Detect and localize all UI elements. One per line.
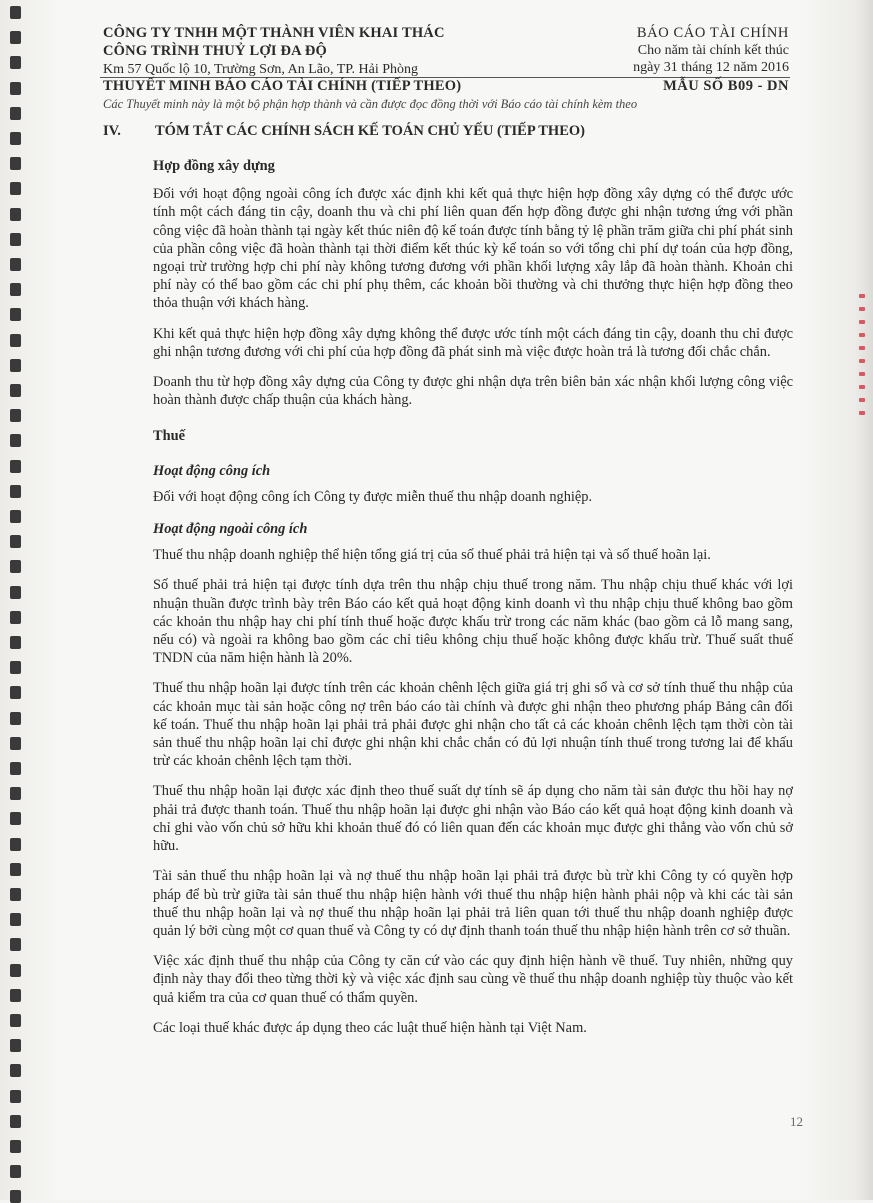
construction-paragraph-3: Doanh thu từ hợp đồng xây dựng của Công ty được ghi nhận dựa trên biên bản xác nhận khối lượng công việc hoàn thành được chấp thuận của khách hàng. [153, 374, 793, 409]
binding-hole [10, 989, 21, 1002]
company-name-line2: CÔNG TRÌNH THUỶ LỢI ĐA ĐỘ [103, 43, 328, 59]
page-edge-shadow [855, 0, 873, 1200]
notes-title: THUYẾT MINH BÁO CÁO TÀI CHÍNH (TIẾP THEO) [103, 78, 462, 94]
binding-hole [10, 812, 21, 825]
binding-hole [10, 1064, 21, 1077]
section-title: TÓM TẮT CÁC CHÍNH SÁCH KẾ TOÁN CHỦ YẾU (TIẾP THEO) [155, 123, 585, 139]
binding-hole [10, 586, 21, 599]
binding-hole [10, 712, 21, 725]
tax-paragraph-6: Việc xác định thuế thu nhập của Công ty căn cứ vào các quy định hiện hành về thuế. Tuy nhiên, những quy định này thay đổi theo từng thời kỳ và việc xác định sau cùng về thuế thu nhập doanh nghiệp tùy thuộc vào kết quả kiểm tra của cơ quan thuế có thẩm quyền. [153, 953, 793, 1006]
public-activity-heading: Hoạt động công ích [153, 462, 271, 479]
company-header [103, 24, 573, 78]
tax-paragraph-5: Tài sản thuế thu nhập hoãn lại và nợ thuế thu nhập hoãn lại phải trả được bù trừ khi Công ty có quyền hợp pháp để bù trừ giữa tài sản thuế thu nhập hiện hành với thuế thu nhập hiện hành phải nộp và khi các tài sản thuế thu nhập hoãn lại và nợ thuế thu nhập hoãn lại phải trả liên quan tới thuế thu nhập doanh nghiệp được quản lý bởi cùng một cơ quan thuế và Công ty có dự định thanh toán thuế thu nhập hiện hành trên cơ sở thuần. [153, 868, 793, 939]
binding-hole [10, 938, 21, 951]
public-activity-paragraph: Đối với hoạt động công ích Công ty được miễn thuế thu nhập doanh nghiệp. [153, 488, 593, 505]
section-heading [103, 123, 585, 140]
binding-hole [10, 384, 21, 397]
tax-paragraph-2: Số thuế phải trả hiện tại được tính dựa trên thu nhập chịu thuế trong năm. Thu nhập chịu thuế khác với lợi nhuận thuần được trình bày trên Báo cáo kết quả hoạt động kinh doanh vì thu nhập chịu thuế không bao gồm các khoản thu nhập hay chi phí tính thuế hoặc được khấu trừ trong các năm khác (bao gồm cả lỗ mang sang, nếu có) và ngoài ra không bao gồm các chỉ tiêu không chịu thuế hoặc không được khấu trừ. Thuế suất thuế TNDN của năm hiện hành là 20%. [153, 577, 793, 667]
binding-hole [10, 6, 21, 19]
tax-paragraph-7: Các loại thuế khác được áp dụng theo các luật thuế hiện hành tại Việt Nam. [153, 1019, 587, 1036]
construction-paragraph-1: Đối với hoạt động ngoài công ích được xác định khi kết quả thực hiện hợp đồng xây dựng có thể được ước tính một cách đáng tin cậy, doanh thu và chi phí liên quan đến hợp đồng được ghi nhận tương ứng với phần công việc đã hoàn thành tại ngày kết thúc niên độ kế toán được tính bằng tỷ lệ phần trăm giữa chi phí phát sinh của phần công việc đã hoàn thành tại thời điểm kết thúc kỳ kế toán so với tổng chi phí dự toán của hợp đồng, ngoại trừ trường hợp chi phí này không tương đương với phần khối lượng xây lắp đã hoàn thành. Khoản chi phí này có thể bao gồm các chi phí phụ thêm, các khoản bồi thường và chi thưởng thực hiện hợp đồng theo thỏa thuận với khách hàng. [153, 186, 793, 312]
tax-paragraph-3: Thuế thu nhập hoãn lại được tính trên các khoản chênh lệch giữa giá trị ghi sổ và cơ sở tính thuế thu nhập của các khoản mục tài sản hoặc công nợ trên báo cáo tài chính và được ghi nhận theo phương pháp Bảng cân đối kế toán. Thuế thu nhập hoãn lại phải trả phải được ghi nhận cho tất cả các khoản chênh lệch tạm thời còn tài sản thuế thu nhập hoãn lại chỉ được ghi nhận khi chắc chắn có đủ lợi nhuận tính thuế trong tương lai để khấu trừ các khoản chênh lệch tạm thời. [153, 680, 793, 770]
page-number: 12 [790, 1114, 803, 1129]
binding-hole [10, 308, 21, 321]
tax-heading: Thuế [153, 428, 185, 445]
binding-hole [10, 661, 21, 674]
construction-heading: Hợp đồng xây dựng [153, 158, 275, 174]
binding-hole [10, 510, 21, 523]
binding-hole [10, 182, 21, 195]
binding-hole [10, 157, 21, 170]
binding-hole [10, 560, 21, 573]
binding-hole [10, 434, 21, 447]
binding-hole [10, 964, 21, 977]
binding-hole [10, 1115, 21, 1128]
binding-hole [10, 334, 21, 347]
binding-holes [8, 0, 22, 1200]
binding-hole [10, 409, 21, 422]
binding-hole [10, 283, 21, 296]
binding-hole [10, 485, 21, 498]
binding-hole [10, 1039, 21, 1052]
binding-hole [10, 460, 21, 473]
binding-hole [10, 132, 21, 145]
report-header [529, 24, 789, 76]
red-stamp-marks [857, 285, 867, 425]
form-number: MẪU SỐ B09 - DN [663, 78, 789, 94]
binding-hole [10, 359, 21, 372]
binding-hole [10, 1190, 21, 1203]
binding-hole [10, 863, 21, 876]
binding-hole [10, 888, 21, 901]
binding-hole [10, 913, 21, 926]
binding-hole [10, 535, 21, 548]
binding-hole [10, 737, 21, 750]
tax-paragraph-4: Thuế thu nhập hoãn lại được xác định theo thuế suất dự tính sẽ áp dụng cho năm tài sản được thu hồi hay nợ phải trả được thanh toán. Thuế thu nhập hoãn lại được ghi nhận vào Báo cáo kết quả hoạt động kinh doanh và chỉ ghi vào vốn chủ sở hữu khi khoản thuế đó có liên quan đến các khoản mục được ghi thẳng vào vốn chủ sở hữu. [153, 783, 793, 855]
report-period-line1: Cho năm tài chính kết thúc [637, 43, 789, 58]
tax-paragraph-1: Thuế thu nhập doanh nghiệp thể hiện tổng giá trị của số thuế phải trả hiện tại và số thuế hoãn lại. [153, 547, 711, 564]
binding-hole [10, 82, 21, 95]
company-name-line1: CÔNG TY TNHH MỘT THÀNH VIÊN KHAI THÁC [103, 25, 445, 41]
binding-hole [10, 686, 21, 699]
binding-hole [10, 107, 21, 120]
report-title: BÁO CÁO TÀI CHÍNH [636, 25, 789, 41]
section-number: IV. [103, 123, 121, 139]
binding-hole [10, 1090, 21, 1103]
report-period-line2: ngày 31 tháng 12 năm 2016 [633, 60, 789, 75]
binding-hole [10, 56, 21, 69]
binding-hole [10, 762, 21, 775]
document-body [153, 157, 793, 1049]
company-address: Km 57 Quốc lộ 10, Trường Sơn, An Lão, TP. Hải Phòng [103, 62, 418, 77]
binding-hole [10, 31, 21, 44]
binding-hole [10, 838, 21, 851]
binding-hole [10, 208, 21, 221]
binding-hole [10, 1140, 21, 1153]
construction-paragraph-2: Khi kết quả thực hiện hợp đồng xây dựng không thể được ước tính một cách đáng tin cậy, doanh thu chỉ được ghi nhận tương đương với chi phí của hợp đồng đã phát sinh mà việc được hoàn trả là tương đối chắc chắn. [153, 325, 793, 360]
binding-hole [10, 1165, 21, 1178]
binding-hole [10, 1014, 21, 1027]
binding-hole [10, 787, 21, 800]
notes-subtitle: Các Thuyết minh này là một bộ phận hợp thành và cần được đọc đồng thời với Báo cáo tài chính kèm theo [103, 97, 638, 111]
binding-hole [10, 233, 21, 246]
binding-hole [10, 636, 21, 649]
binding-hole [10, 611, 21, 624]
nonpublic-activity-heading: Hoạt động ngoài công ích [153, 521, 308, 538]
binding-hole [10, 258, 21, 271]
